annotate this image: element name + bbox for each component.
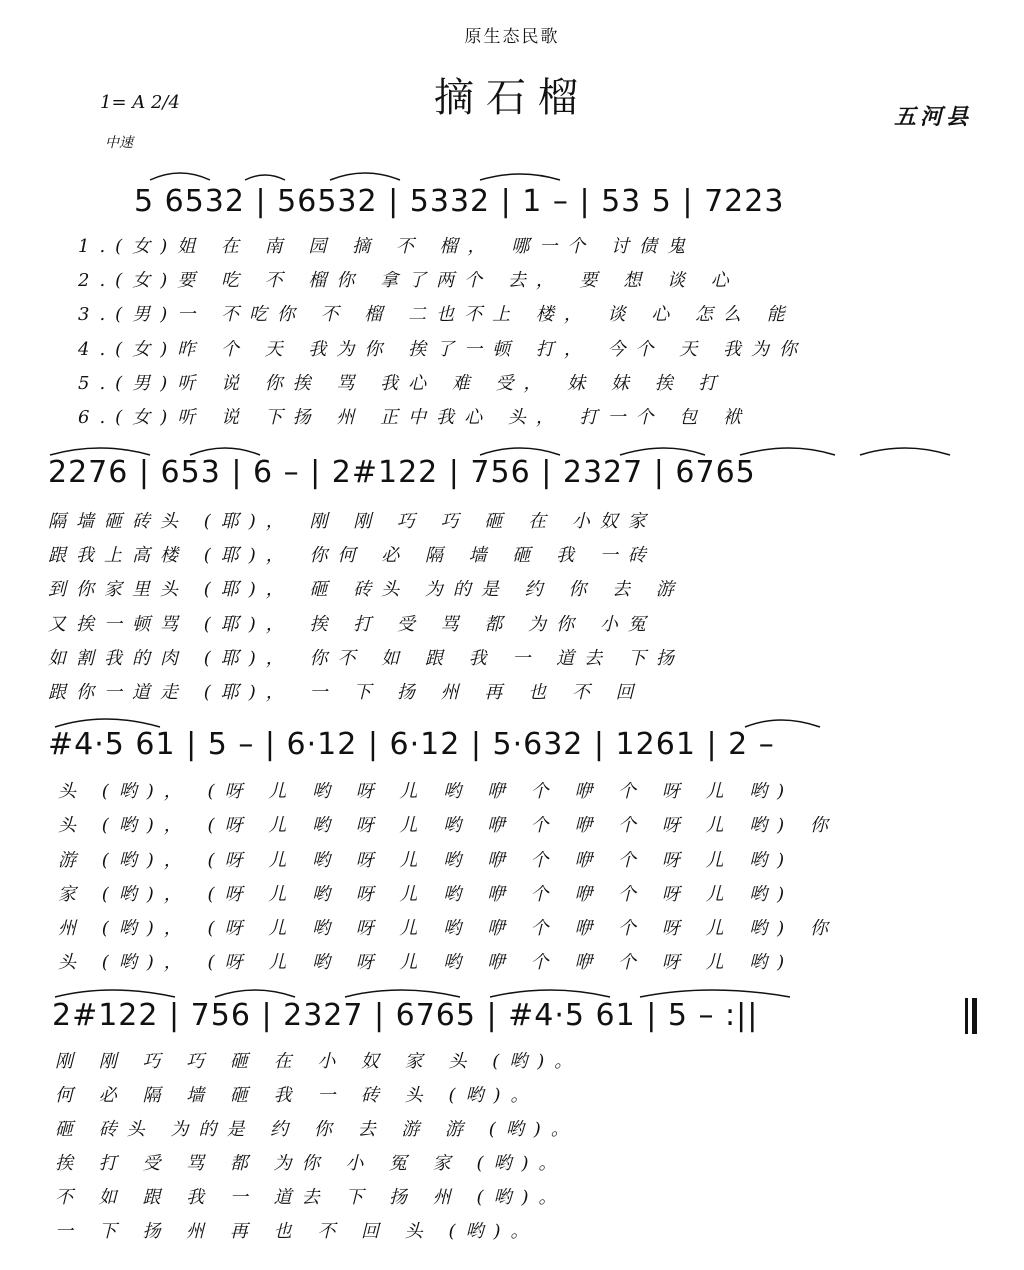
lyric-line: 又挨一顿骂 (耶)， 挨 打 受 骂 都 为你 小冤 xyxy=(48,614,656,635)
notation-row-3: #4·5 61 | 5 – | 6·12 | 6·12 | 5·632 | 1261 | 2 – xyxy=(48,727,775,762)
lyric-line: 2.(女)要 吃 不 榴你 拿了两个 去， 要 想 谈 心 xyxy=(78,270,739,291)
lyric-line: 头 (哟)， (呀 儿 哟 呀 儿 哟 咿 个 咿 个 呀 儿 哟) xyxy=(58,952,795,973)
notation-row-1: 5 6532 | 56532 | 5332 | 1 – | 53 5 | 7223 xyxy=(134,184,785,219)
key-signature: 1= A 2/4 xyxy=(100,92,180,113)
lyric-line: 隔墙砸砖头 (耶)， 刚 刚 巧 巧 砸 在 小奴家 xyxy=(48,511,656,532)
lyric-line: 跟我上高楼 (耶)， 你何 必 隔 墙 砸 我 一砖 xyxy=(48,545,656,566)
final-barline xyxy=(965,998,968,1034)
lyric-line: 4.(女)昨 个 天 我为你 挨了一顿 打， 今个 天 我为你 xyxy=(78,339,807,360)
lyric-line: 家 (哟)， (呀 儿 哟 呀 儿 哟 咿 个 咿 个 呀 儿 哟) xyxy=(58,884,795,905)
notation-row-4: 2#122 | 756 | 2327 | 6765 | #4·5 61 | 5 – :|| xyxy=(52,998,759,1033)
lyric-line: 头 (哟)， (呀 儿 哟 呀 儿 哟 咿 个 咿 个 呀 儿 哟) xyxy=(58,781,795,802)
lyric-line: 不 如 跟 我 一 道去 下 扬 州 (哟)。 xyxy=(55,1187,567,1208)
lyric-line: 一 下 扬 州 再 也 不 回 头 (哟)。 xyxy=(55,1221,539,1242)
lyric-line: 6.(女)听 说 下扬 州 正中我心 头， 打一个 包 袱 xyxy=(78,407,751,428)
lyric-line: 到你家里头 (耶)， 砸 砖头 为的是 约 你 去 游 xyxy=(48,579,684,600)
lyric-line: 游 (哟)， (呀 儿 哟 呀 儿 哟 咿 个 咿 个 呀 儿 哟) xyxy=(58,850,795,871)
lyric-line: 刚 刚 巧 巧 砸 在 小 奴 家 头 (哟)。 xyxy=(55,1051,583,1072)
lyric-line: 何 必 隔 墙 砸 我 一 砖 头 (哟)。 xyxy=(55,1085,539,1106)
lyric-line: 3.(男)一 不吃你 不 榴 二也不上 楼， 谈 心 怎么 能 xyxy=(78,304,795,325)
notation-row-2: 2276 | 653 | 6 – | 2#122 | 756 | 2327 | 6765 xyxy=(48,455,756,490)
lyric-line: 如割我的肉 (耶)， 你不 如 跟 我 一 道去 下扬 xyxy=(48,648,684,669)
lyric-line: 砸 砖头 为的是 约 你 去 游 游 (哟)。 xyxy=(55,1119,579,1140)
region-attribution: 五河县 xyxy=(893,104,972,130)
category-label: 原生态民歌 xyxy=(464,27,560,47)
lyric-line: 5.(男)听 说 你挨 骂 我心 难 受， 妹 妹 挨 打 xyxy=(78,373,727,394)
lyric-line: 州 (哟)， (呀 儿 哟 呀 儿 哟 咿 个 咿 个 呀 儿 哟) 你 xyxy=(58,918,838,939)
lyric-line: 头 (哟)， (呀 儿 哟 呀 儿 哟 咿 个 咿 个 呀 儿 哟) 你 xyxy=(58,815,838,836)
lyric-line: 挨 打 受 骂 都 为你 小 冤 家 (哟)。 xyxy=(55,1153,567,1174)
final-barline-thick xyxy=(972,998,977,1034)
lyric-line: 跟你一道走 (耶)， 一 下 扬 州 再 也 不 回 xyxy=(48,682,644,703)
song-title: 摘石榴 xyxy=(434,75,590,121)
lyric-line: 1.(女)姐 在 南 园 摘 不 榴， 哪一个 讨债鬼 xyxy=(78,236,695,257)
tempo-marking: 中速 xyxy=(105,135,133,151)
